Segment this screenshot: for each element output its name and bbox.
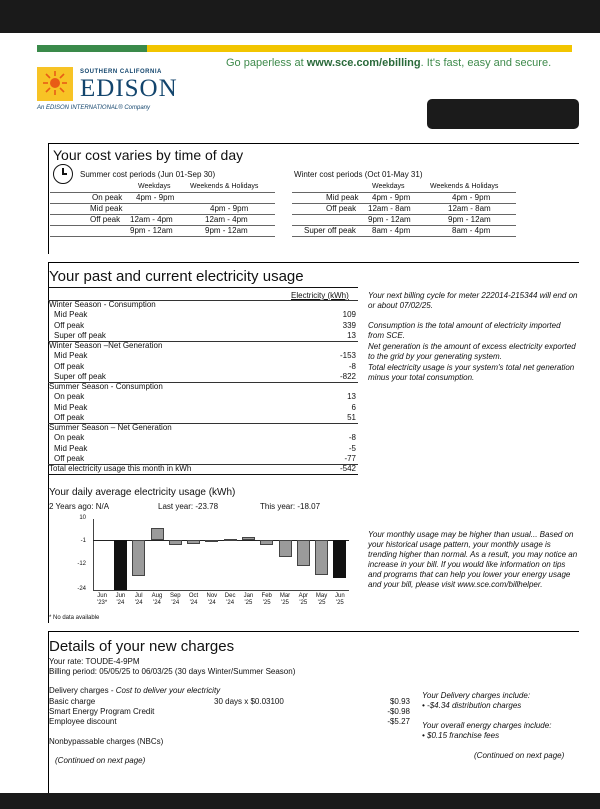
usage-row-value: -822	[339, 371, 356, 381]
side-delivery-item-text: -$4.34 distribution charges	[427, 701, 522, 710]
chart-bar	[151, 528, 164, 539]
chart-month-label: Jun	[335, 593, 345, 599]
chart-month-label: May	[315, 593, 328, 599]
chart-year-label: '24	[153, 600, 161, 606]
usage-row-label: Off peak	[54, 412, 85, 422]
usage-row-label: Super off peak	[54, 371, 106, 381]
summer-row-label: Off peak	[90, 215, 121, 224]
winter-title: Winter cost periods (Oct 01-May 31)	[294, 170, 423, 179]
monthly-usage-note: Your monthly usage may be higher than usual... Based on your historical usage pattern, your monthly usage is trending higher than normal. As a result, you may notice an increase in your bill. If you would like information on tips and programs that can help you lower your energy usage and your bill, please visit www.sce.com/billhelper.	[368, 530, 578, 589]
usage-row-value: -8	[348, 433, 356, 443]
usage-row-label: On peak	[54, 392, 85, 402]
winter-row-label: Mid peak	[326, 193, 359, 202]
usage-title: Your past and current electricity usage	[49, 268, 304, 285]
chart-month-label: Feb	[261, 593, 272, 599]
chart-bar	[114, 540, 127, 590]
usage-row-value: 6	[351, 402, 356, 412]
charges-title: Details of your new charges	[49, 638, 235, 655]
side-overall-title: Your overall energy charges include:	[422, 721, 552, 730]
billing-period-label: Billing period: 05/05/25 to 06/03/25 (30 days Winter/Summer Season)	[49, 667, 296, 676]
paperless-suffix: . It's fast, easy and secure.	[420, 57, 552, 69]
chart-ytick-label: -24	[77, 586, 86, 592]
winter-row-weekdays: 9pm - 12am	[368, 215, 411, 224]
usage-row-label: Mid Peak	[54, 351, 88, 361]
chart-year-label: '25	[281, 600, 289, 606]
usage-col-header: Electricity (kWh)	[291, 291, 349, 300]
summer-row-weekdays: 12am - 4pm	[130, 215, 173, 224]
charge-item-amount: -$5.27	[387, 717, 410, 726]
nbc-heading: Nonbypassable charges (NBCs)	[49, 737, 164, 746]
chart-year-label: '24	[226, 600, 235, 606]
usage-row-label: On peak	[54, 433, 85, 443]
summer-row-weekends: 4pm - 9pm	[210, 204, 249, 213]
chart-bar	[333, 540, 346, 578]
redacted-account-block	[427, 99, 579, 129]
chart-title: Your daily average electricity usage (kWh)	[49, 487, 236, 498]
usage-row-label: Super off peak	[54, 330, 106, 340]
chart-year-label: '25	[244, 600, 253, 606]
charge-item-label: Smart Energy Program Credit	[49, 707, 155, 716]
logo-top-text: SOUTHERN CALIFORNIA	[80, 69, 162, 75]
summer-row-weekends: 9pm - 12am	[205, 226, 248, 235]
usage-row-value: -77	[344, 453, 356, 463]
chart-year-label: '23*	[97, 600, 108, 606]
usage-row-label: Off peak	[54, 361, 85, 371]
side-delivery-item: • -$4.34 distribution charges	[422, 701, 522, 710]
usage-row-value: 13	[347, 392, 356, 402]
chart-ytick-label: -12	[77, 560, 86, 567]
usage-row-label: Mid Peak	[54, 310, 88, 320]
chart-ytick-label: -1	[80, 537, 86, 544]
winter-row-weekdays: 12am - 8am	[368, 204, 411, 213]
chart-month-label: Jan	[243, 593, 254, 599]
chart-year-label: '25	[317, 600, 326, 606]
charge-item-label: Employee discount	[49, 717, 117, 726]
total-usage-definition: Total electricity usage is your system's total net generation minus your total consumption.	[368, 363, 575, 382]
usage-row-value: -542	[339, 464, 356, 473]
chart-bar	[242, 537, 255, 540]
usage-title-rule	[48, 287, 358, 288]
winter-row-weekends: 4pm - 9pm	[452, 193, 491, 202]
side-overall-item: • $0.15 franchise fees	[422, 731, 500, 740]
usage-row-label: Mid Peak	[54, 402, 88, 412]
chart-ytick-label: 10	[79, 515, 86, 521]
chart-year-label: '25	[335, 600, 344, 606]
rate-label: Your rate: TOUDE-4-9PM	[49, 657, 140, 666]
edison-logo-icon	[37, 67, 73, 101]
chart-year-label: '24	[189, 600, 198, 606]
chart-month-label: Apr	[298, 593, 308, 599]
charge-item-amount: -$0.98	[387, 707, 410, 716]
continued-left: (Continued on next page)	[55, 756, 146, 765]
chart-footnote: * No data available	[49, 615, 100, 621]
delivery-desc: - Cost to deliver your electricity	[108, 686, 221, 695]
chart-bar	[132, 540, 145, 577]
tou-title: Your cost varies by time of day	[53, 147, 244, 163]
chart-month-label: Oct	[188, 593, 199, 599]
chart-bar	[260, 540, 273, 545]
delivery-label: Delivery charges	[49, 686, 109, 695]
consumption-definition: Consumption is the total amount of electricity imported from SCE.	[368, 321, 561, 340]
next-billing-note: Your next billing cycle for meter 222014-215344 will end on or about 07/02/25.	[368, 291, 578, 310]
winter-row-weekdays: 4pm - 9pm	[372, 193, 411, 202]
chart-bar	[224, 539, 237, 541]
usage-row-label: Off peak	[54, 320, 85, 330]
side-delivery-title: Your Delivery charges include:	[422, 691, 531, 700]
last-year-label: Last year: -23.78	[158, 502, 219, 511]
usage-row-label: Summer Season – Net Generation	[49, 423, 172, 432]
summer-title: Summer cost periods (Jun 01-Sep 30)	[80, 170, 216, 179]
usage-row-value: -153	[339, 351, 356, 361]
winter-bottom-rule	[292, 236, 516, 237]
winter-row-weekends: 8am - 4pm	[452, 226, 491, 235]
chart-month-label: Sep	[169, 593, 181, 599]
chart-bar	[187, 540, 200, 544]
chart-x-axis	[93, 590, 349, 591]
winter-row-label: Off peak	[326, 204, 357, 213]
chart-bar	[315, 540, 328, 576]
clock-icon	[53, 164, 73, 184]
chart-bar	[169, 540, 182, 545]
paperless-link[interactable]: www.sce.com/ebilling	[306, 57, 421, 69]
continued-right: (Continued on next page)	[474, 751, 565, 760]
winter-col-weekdays: Weekdays	[372, 183, 405, 190]
chart-month-label: Jul	[134, 593, 143, 599]
usage-row-value: 109	[342, 310, 356, 320]
charge-item-detail: 30 days x $0.03100	[214, 697, 284, 706]
usage-row-value: -8	[348, 361, 356, 371]
chart-month-label: Aug	[151, 593, 163, 599]
chart-bar	[279, 540, 292, 557]
chart-month-label: Nov	[206, 593, 218, 599]
chart-month-label: Dec	[224, 593, 236, 599]
net-generation-definition: Net generation is the amount of excess electricity exported to the grid by your generating system.	[368, 342, 576, 361]
header-stripe-green	[37, 45, 147, 52]
chart-y-axis	[93, 519, 94, 590]
logo-sub-text: An EDISON INTERNATIONAL® Company	[37, 105, 151, 111]
chart-bar	[297, 540, 310, 566]
usage-row-label: Summer Season - Consumption	[49, 382, 163, 391]
usage-row-label: Winter Season - Consumption	[49, 300, 156, 309]
usage-row-label: Winter Season –Net Generation	[49, 341, 163, 350]
chart-year-label: '24	[207, 600, 216, 606]
usage-row-label: Off peak	[54, 453, 85, 463]
chart-year-label: '25	[299, 600, 308, 606]
winter-row-weekdays: 8am - 4pm	[372, 226, 411, 235]
summer-row-label: On peak	[92, 193, 123, 202]
chart-year-label: '24	[171, 600, 180, 606]
charge-item-amount: $0.93	[389, 697, 410, 706]
winter-col-weekends: Weekends & Holidays	[430, 183, 499, 190]
chart-year-label: '24	[116, 600, 125, 606]
two-years-ago-label: 2 Years ago: N/A	[49, 502, 110, 511]
header-stripe-yellow	[147, 45, 572, 52]
summer-row-weekends: 12am - 4pm	[205, 215, 248, 224]
paperless-message	[226, 57, 551, 69]
usage-row-value: -5	[348, 443, 356, 453]
chart-month-label: Jun	[97, 593, 107, 599]
usage-row-label: Total electricity usage this month in kWh	[49, 464, 192, 473]
delivery-charges-heading	[49, 686, 220, 695]
usage-table-bottom-rule	[48, 474, 358, 475]
summer-col-weekends: Weekends & Holidays	[190, 183, 259, 190]
winter-row-weekends: 9pm - 12am	[448, 215, 491, 224]
chart-year-label: '24	[134, 600, 143, 606]
summer-row-weekdays: 4pm - 9pm	[136, 193, 175, 202]
summer-row-label: Mid peak	[90, 204, 123, 213]
side-overall-item-text: $0.15 franchise fees	[427, 731, 500, 740]
summer-row-weekdays: 9pm - 12am	[130, 226, 173, 235]
usage-row-value: 51	[347, 412, 356, 422]
this-year-label: This year: -18.07	[260, 502, 321, 511]
summer-bottom-rule	[50, 236, 275, 237]
usage-row-value: 339	[342, 320, 356, 330]
usage-row-label: Mid Peak	[54, 443, 88, 453]
logo-main-text: EDISON	[80, 75, 178, 102]
bill-page	[0, 33, 600, 793]
winter-row-label: Super off peak	[304, 226, 356, 235]
paperless-prefix: Go paperless at	[226, 57, 307, 69]
charge-item-label: Basic charge	[49, 697, 96, 706]
usage-row-value: 13	[347, 330, 356, 340]
summer-col-weekdays: Weekdays	[138, 183, 171, 190]
chart-year-label: '25	[262, 600, 271, 606]
chart-month-label: Mar	[279, 593, 291, 599]
winter-row-weekends: 12am - 8am	[448, 204, 491, 213]
chart-bar	[205, 540, 218, 542]
chart-month-label: Jun	[115, 593, 126, 599]
